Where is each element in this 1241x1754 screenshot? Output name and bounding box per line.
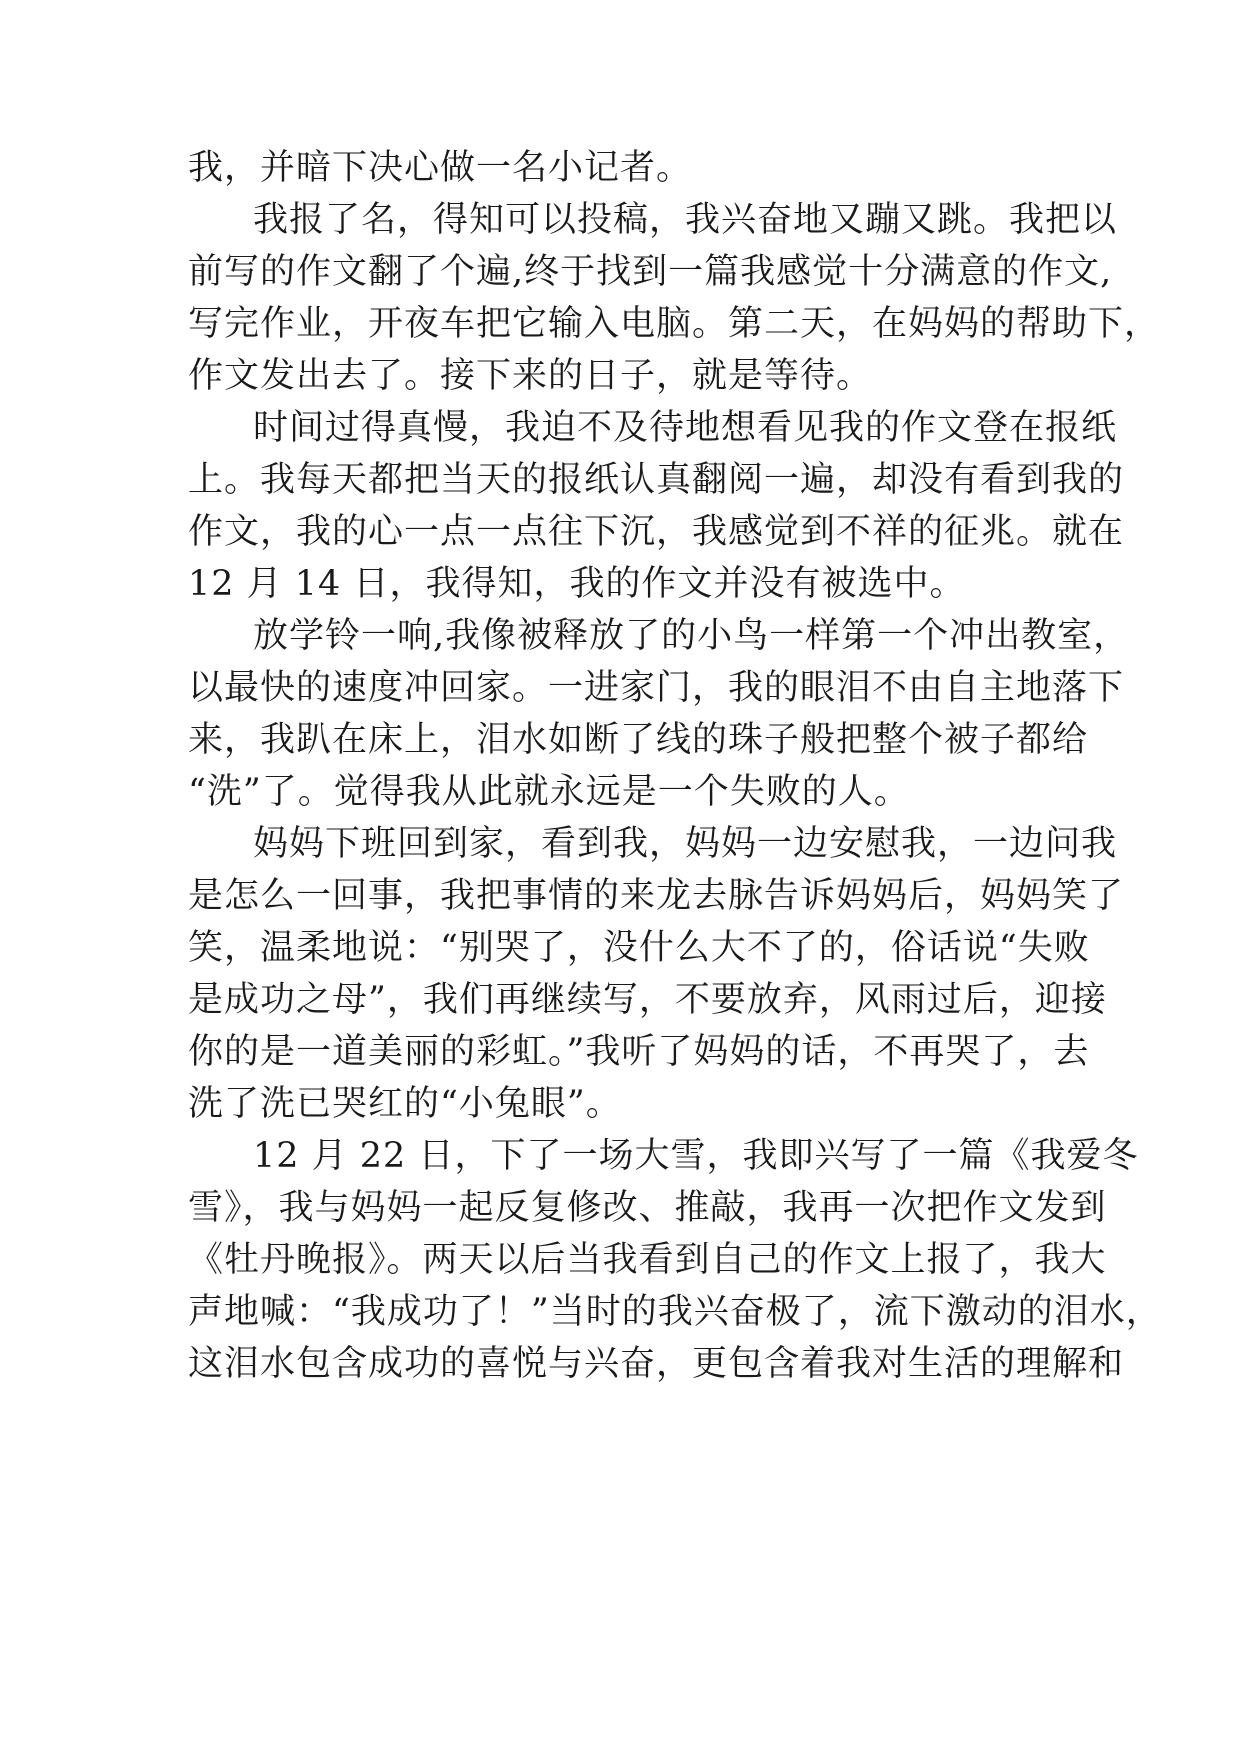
text-line: 作文，我的心一点一点往下沉，我感觉到不祥的征兆。就在 xyxy=(188,512,1125,552)
text-line: 以最快的速度冲回家。一进家门，我的眼泪不由自主地落下 xyxy=(188,668,1125,708)
text-line: 前写的作文翻了个遍,终于找到一篇我感觉十分满意的作文, xyxy=(188,252,1113,292)
paragraph-first-line: 时间过得真慢，我迫不及待地想看见我的作文登在报纸 xyxy=(253,408,1118,448)
text-line: 是成功之母”，我们再继续写，不要放弃，风雨过后，迎接 xyxy=(188,980,1107,1020)
paragraph-first-line: 12 月 22 日，下了一场大雪，我即兴写了一篇《我爱冬 xyxy=(253,1136,1139,1176)
text-line: 雪》，我与妈妈一起反复修改、推敲，我再一次把作文发到 xyxy=(188,1188,1107,1228)
text-line: 写完作业，开夜车把它输入电脑。第二天，在妈妈的帮助下， xyxy=(188,304,1161,344)
text-line: 12 月 14 日，我得知，我的作文并没有被选中。 xyxy=(188,564,966,604)
text-line: 是怎么一回事，我把事情的来龙去脉告诉妈妈后，妈妈笑了 xyxy=(188,876,1125,916)
paragraph-first-line: 妈妈下班回到家，看到我，妈妈一边安慰我，一边问我 xyxy=(253,824,1118,864)
text-line: 洗了洗已哭红的“小兔眼”。 xyxy=(188,1084,622,1124)
text-line: 笑，温柔地说：“别哭了，没什么大不了的，俗话说“失败 xyxy=(188,928,1090,968)
text-line: 上。我每天都把当天的报纸认真翻阅一遍，却没有看到我的 xyxy=(188,460,1125,500)
paragraph-first-line: 放学铃一响,我像被释放了的小鸟一样第一个冲出教室， xyxy=(253,616,1130,656)
text-line: 这泪水包含成功的喜悦与兴奋，更包含着我对生活的理解和 xyxy=(188,1344,1125,1384)
text-line: 来，我趴在床上，泪水如断了线的珠子般把整个被子都给 xyxy=(188,720,1089,760)
paragraph-first-line: 我报了名，得知可以投稿，我兴奋地又蹦又跳。我把以 xyxy=(253,200,1118,240)
text-line: “洗”了。觉得我从此就永远是一个失败的人。 xyxy=(188,772,910,812)
text-line: 作文发出去了。接下来的日子，就是等待。 xyxy=(188,356,873,396)
text-line: 声地喊：“我成功了！”当时的我兴奋极了，流下激动的泪水， xyxy=(188,1292,1162,1332)
text-line: 你的是一道美丽的彩虹。”我听了妈妈的话，不再哭了，去 xyxy=(188,1032,1090,1072)
text-line: 我，并暗下决心做一名小记者。 xyxy=(188,148,693,188)
text-line: 《牡丹晚报》。两天以后当我看到自己的作文上报了，我大 xyxy=(188,1240,1107,1280)
